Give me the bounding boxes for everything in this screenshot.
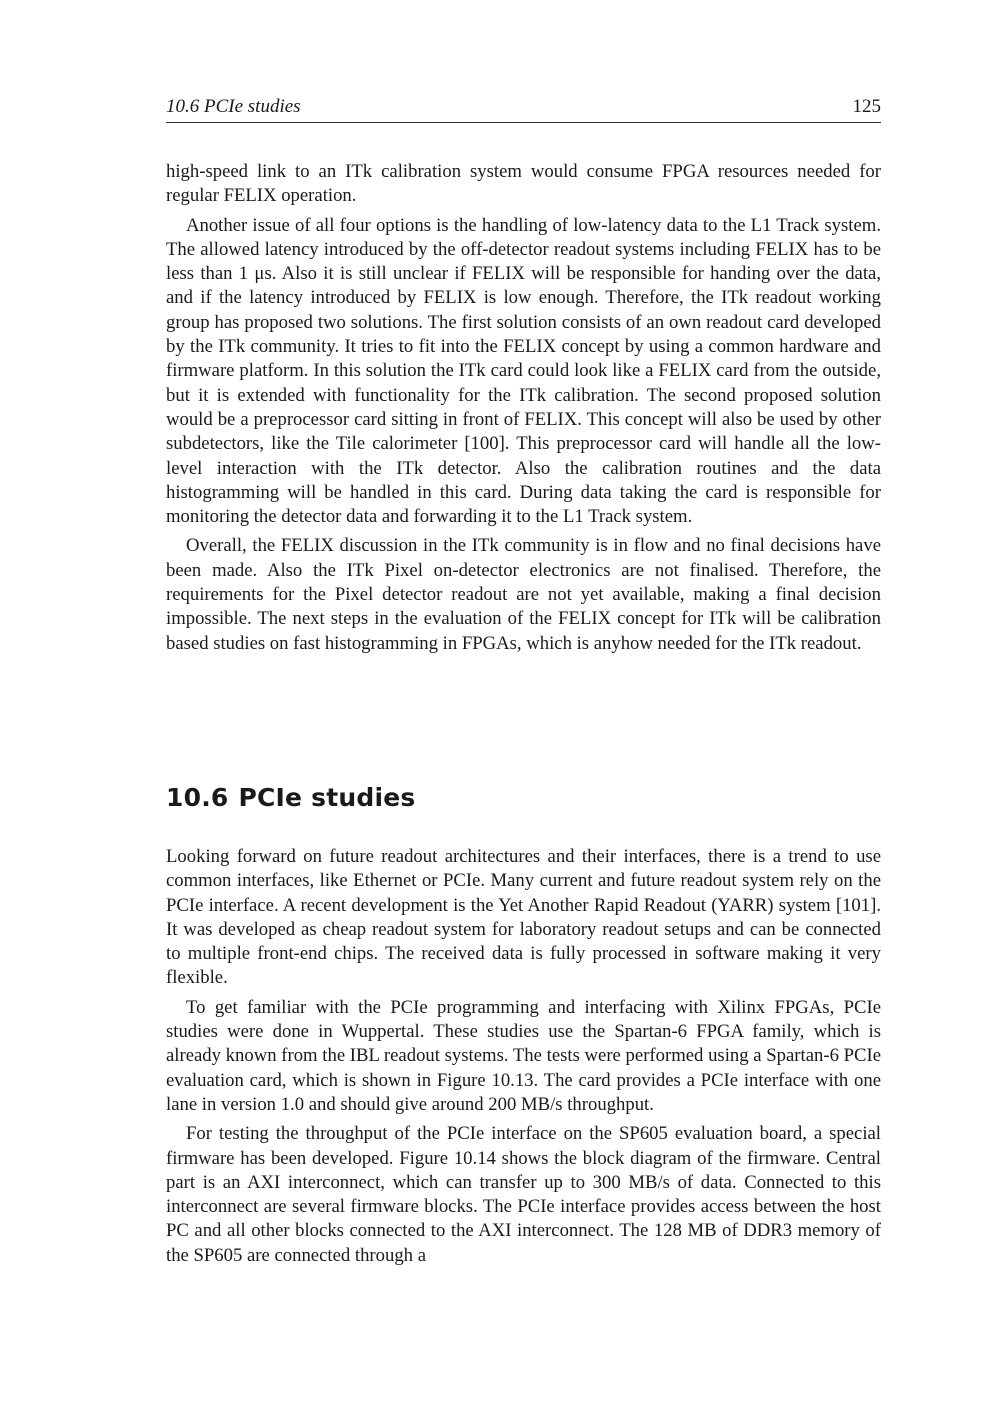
section-number: 10.6	[166, 783, 229, 812]
page-number: 125	[852, 96, 881, 117]
section-heading	[166, 783, 415, 812]
paragraph-felix-discussion: Overall, the FELIX discussion in the ITk community is in flow and no final decisions have been made. Also the ITk Pixel on-detector electronics are not finalised. Therefore, the requirements for the Pixel detector readout are not yet available, making a final decision impossible. The next steps in the evaluation of the FELIX concept for ITk will be calibration based studies on fast histogramming in FPGAs, which is anyhow needed for the ITk readout.	[166, 535, 881, 654]
paragraph-latency-issue: Another issue of all four options is the handling of low-latency data to the L1 Track system. The allowed latency introduced by the off-detector readout systems including FELIX has to be less than 1 μs. Also it is still unclear if FELIX will be responsible for handing over the data, and if the latency introduced by FELIX is low enough. Therefore, the ITk readout working group has proposed two solutions. The first solution consists of an own readout card developed by the ITk community. It tries to fit into the FELIX concept by using a common hardware and firmware platform. In this solution the ITk card could look like a FELIX card from the outside, but it is extended with functionality for the ITk calibration. The second proposed solution would be a preprocessor card sitting in front of FELIX. This concept will also be used by other subdetectors, like the Tile calorimeter [100]. This preprocessor card will handle all the low-level interaction with the ITk detector. Also the calibration routines and the data histogramming will be handled in this card. During data taking the card is responsible for monitoring the detector data and forwarding it to the L1 Track system.	[166, 214, 881, 528]
section-title: PCIe studies	[238, 783, 416, 812]
header-section-title: 10.6 PCIe studies	[166, 96, 301, 117]
paragraph-pcie-studies: To get familiar with the PCIe programming and interfacing with Xilinx FPGAs, PCIe studies were done in Wuppertal. These studies use the Spartan-6 FPGA family, which is already known from the IBL readout systems. The tests were performed using a Spartan-6 PCIe evaluation card, which is shown in Figure 10.13. The card provides a PCIe interface with one lane in version 1.0 and should give around 200 MB/s throughput.	[166, 996, 881, 1115]
body-text-section	[166, 845, 881, 1273]
paragraph-readout-architectures: Looking forward on future readout architectures and their interfaces, there is a trend to use common interfaces, like Ethernet or PCIe. Many current and future readout system rely on the PCIe interface. A recent development is the Yet Another Rapid Readout (YARR) system [101]. It was developed as cheap readout system for laboratory readout setups and can be connected to multiple front-end chips. The received data is fully processed in software making it very flexible.	[166, 846, 881, 989]
running-header	[166, 94, 881, 123]
paragraph-throughput-testing: For testing the throughput of the PCIe interface on the SP605 evaluation board, a special firmware has been developed. Figure 10.14 shows the block diagram of the firmware. Central part is an AXI interconnect, which can transfer up to 300 MB/s of data. Connected to this interconnect are several firmware blocks. The PCIe interface provides access between the host PC and all other blocks connected to the AXI interconnect. The 128 MB of DDR3 memory of the SP605 are connected through a	[166, 1123, 881, 1266]
body-text-top	[166, 160, 881, 661]
paragraph-continued: high-speed link to an ITk calibration system would consume FPGA resources needed for regular FELIX operation.	[166, 161, 881, 207]
